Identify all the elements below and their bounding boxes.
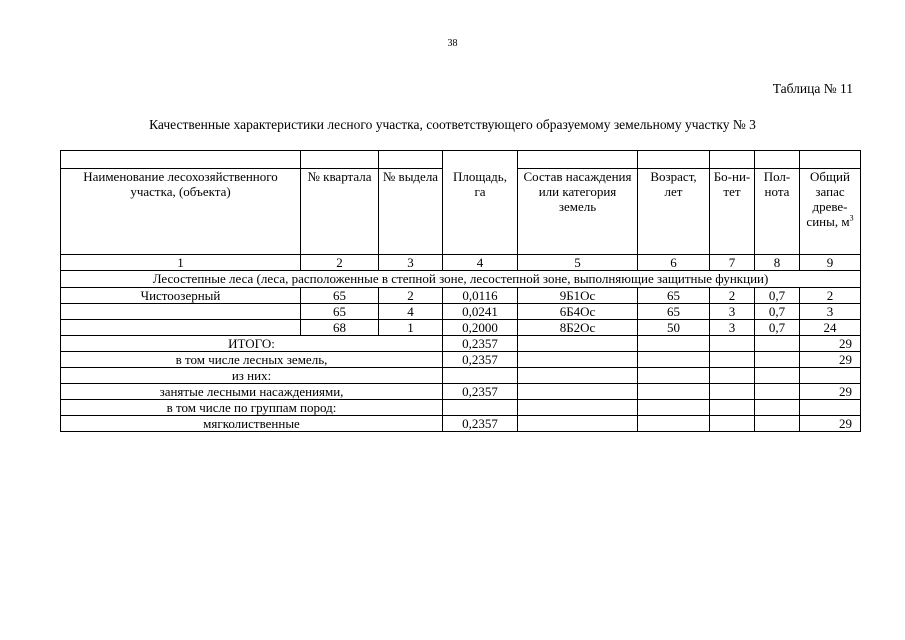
- cell-age: 50: [638, 320, 710, 336]
- column-number: 7: [710, 255, 755, 271]
- column-number: 1: [61, 255, 301, 271]
- cell-quarter: 65: [301, 304, 379, 320]
- header-spacer: [61, 151, 301, 169]
- cell-bonitet: 3: [710, 320, 755, 336]
- column-number: 4: [443, 255, 518, 271]
- cell-quarter: 65: [301, 288, 379, 304]
- column-number: 8: [755, 255, 800, 271]
- cell-bonitet: 2: [710, 288, 755, 304]
- summary-empty: [518, 352, 638, 368]
- header-stock: [800, 169, 861, 255]
- header-density: Пол-нота: [755, 169, 800, 255]
- summary-area: 0,2357: [443, 336, 518, 352]
- summary-label: мягколиственные: [61, 416, 443, 432]
- cell-stock: 3: [800, 304, 861, 320]
- cell-allotment: 2: [379, 288, 443, 304]
- header-name: Наименование лесохозяйственного участка, (объекта): [61, 169, 301, 255]
- summary-stock: [800, 368, 861, 384]
- cell-name: [61, 304, 301, 320]
- header-spacer: [379, 151, 443, 169]
- cell-area: 0,2000: [443, 320, 518, 336]
- summary-empty: [755, 352, 800, 368]
- cell-density: 0,7: [755, 288, 800, 304]
- summary-label: из них:: [61, 368, 443, 384]
- cell-age: 65: [638, 288, 710, 304]
- summary-row: [61, 384, 861, 400]
- summary-empty: [638, 368, 710, 384]
- summary-empty: [710, 352, 755, 368]
- table-caption: Качественные характеристики лесного участка, соответствующего образуемому земельному участку № 3: [149, 117, 756, 132]
- summary-row: [61, 400, 861, 416]
- header-allotment: № выдела: [379, 169, 443, 255]
- section-title: Лесостепные леса (леса, расположенные в степной зоне, лесостепной зоне, выполняющие защитные функции): [61, 271, 861, 288]
- summary-area: [443, 400, 518, 416]
- cell-density: 0,7: [755, 304, 800, 320]
- cell-area: 0,0116: [443, 288, 518, 304]
- summary-area: 0,2357: [443, 416, 518, 432]
- summary-empty: [638, 416, 710, 432]
- column-number: 5: [518, 255, 638, 271]
- summary-area: 0,2357: [443, 352, 518, 368]
- summary-empty: [755, 336, 800, 352]
- header-stock-label: Общий запас древе-сины, м: [806, 169, 850, 229]
- summary-empty: [518, 368, 638, 384]
- table-row: [61, 288, 861, 304]
- summary-empty: [518, 384, 638, 400]
- header-area: Площадь, га: [443, 151, 518, 255]
- cell-density: 0,7: [755, 320, 800, 336]
- summary-empty: [710, 400, 755, 416]
- header-bonitet: Бо-ни-тет: [710, 169, 755, 255]
- header-spacer: [710, 151, 755, 169]
- summary-empty: [638, 400, 710, 416]
- cell-composition: 9Б1Ос: [518, 288, 638, 304]
- summary-empty: [755, 400, 800, 416]
- summary-row: [61, 352, 861, 368]
- summary-empty: [638, 336, 710, 352]
- table-row: [61, 320, 861, 336]
- summary-stock: 29: [800, 416, 861, 432]
- summary-empty: [518, 416, 638, 432]
- column-number: 2: [301, 255, 379, 271]
- header-spacer: [301, 151, 379, 169]
- column-number: 9: [800, 255, 861, 271]
- forest-characteristics-table: [60, 150, 861, 432]
- summary-empty: [518, 336, 638, 352]
- column-number: 3: [379, 255, 443, 271]
- cell-name: [61, 320, 301, 336]
- summary-label: занятые лесными насаждениями,: [61, 384, 443, 400]
- summary-row: [61, 416, 861, 432]
- cell-allotment: 1: [379, 320, 443, 336]
- header-spacer: [800, 151, 861, 169]
- section-row: [61, 271, 861, 288]
- summary-row: [61, 336, 861, 352]
- header-spacer: [518, 151, 638, 169]
- header-composition: Состав насаждения или категория земель: [518, 169, 638, 255]
- summary-stock: 29: [800, 352, 861, 368]
- summary-empty: [710, 368, 755, 384]
- table-row: [61, 304, 861, 320]
- summary-stock: 29: [800, 384, 861, 400]
- summary-label: в том числе по группам пород:: [61, 400, 443, 416]
- column-numbers-row: [61, 255, 861, 271]
- summary-label: ИТОГО:: [61, 336, 443, 352]
- column-number: 6: [638, 255, 710, 271]
- summary-empty: [755, 416, 800, 432]
- header-quarter: № квартала: [301, 169, 379, 255]
- cell-quarter: 68: [301, 320, 379, 336]
- summary-empty: [710, 384, 755, 400]
- table-label: Таблица № 11: [772, 81, 853, 96]
- summary-empty: [638, 352, 710, 368]
- cell-bonitet: 3: [710, 304, 755, 320]
- summary-area: 0,2357: [443, 384, 518, 400]
- summary-row: [61, 368, 861, 384]
- header-age: Возраст, лет: [638, 169, 710, 255]
- summary-stock: [800, 400, 861, 416]
- cell-stock: 2: [800, 288, 861, 304]
- summary-empty: [755, 384, 800, 400]
- summary-empty: [638, 384, 710, 400]
- summary-empty: [710, 336, 755, 352]
- summary-empty: [755, 368, 800, 384]
- cell-age: 65: [638, 304, 710, 320]
- cell-composition: 8Б2Ос: [518, 320, 638, 336]
- cell-name: Чистоозерный: [61, 288, 301, 304]
- cell-stock: 24: [800, 320, 861, 336]
- cell-allotment: 4: [379, 304, 443, 320]
- header-top-row: [61, 151, 861, 169]
- summary-empty: [710, 416, 755, 432]
- cell-composition: 6Б4Ос: [518, 304, 638, 320]
- header-spacer: [638, 151, 710, 169]
- summary-label: в том числе лесных земель,: [61, 352, 443, 368]
- header-spacer: [755, 151, 800, 169]
- cell-area: 0,0241: [443, 304, 518, 320]
- summary-area: [443, 368, 518, 384]
- page-number: 38: [447, 38, 458, 49]
- summary-stock: 29: [800, 336, 861, 352]
- header-stock-unit-sup: 3: [849, 213, 854, 223]
- summary-empty: [518, 400, 638, 416]
